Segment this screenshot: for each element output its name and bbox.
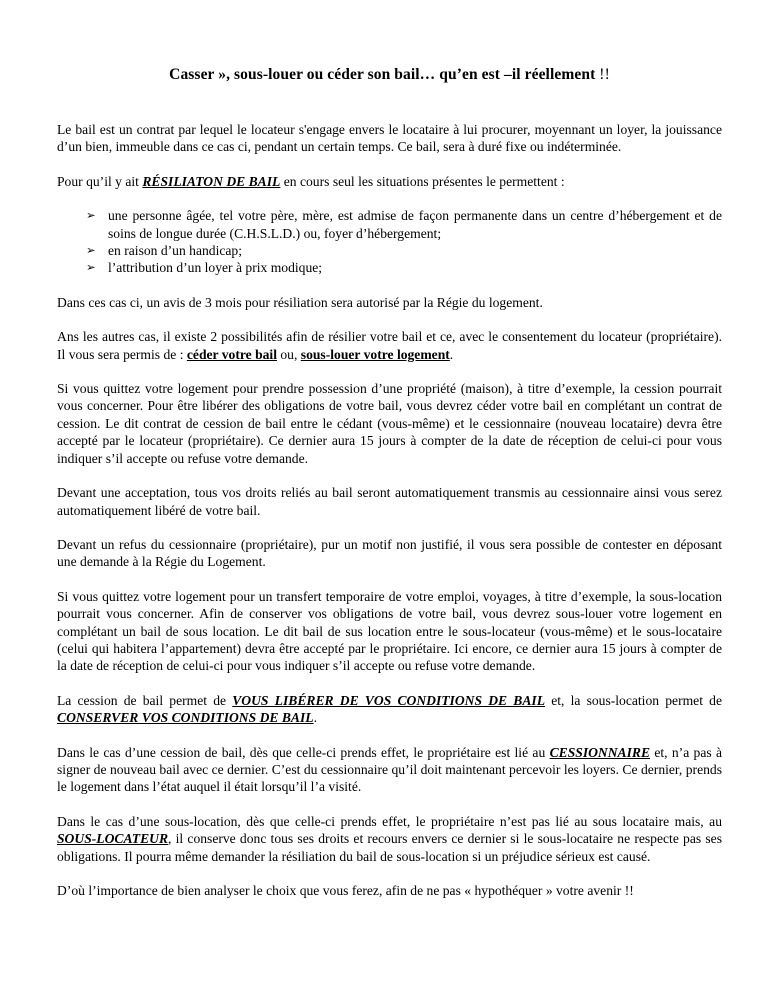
paragraph-sous-location-process: Si vous quittez votre logement pour un transfert temporaire de votre emploi, voyages, à titre d’exemple, la sous-location pourrait vous concerner. Afin de conserver vos obligations de votre bail, vous devrez sous-louer votre logement en complétant un bail de sous location. Le dit bail de sus location entre le sous-locateur (vous-même) et le sous-locataire (celui qui habitera l’appartement) devra être accepté par le propriétaire. Ici encore, ce dernier aura 15 jours à compter de la date de réception de celui-ci pour vous indiquer s’il accepte ou refuse votre demande. [57,588,722,674]
paragraph-cession-effet [57,744,722,796]
ceder-votre-bail-emphasis: céder votre bail [186,346,277,362]
arrow-bullet-icon: ➢ [86,210,96,223]
paragraph-sous-location-effet [57,813,722,865]
effets-comparaison-text: La cession de bail permet de [57,692,233,708]
title-text: Casser », sous-louer ou céder son bail… qu’en est –il réellement [169,66,596,83]
effets-comparaison-middle: et, la sous-location permet de [545,692,722,708]
cession-effet-text: Dans le cas d’une cession de bail, dès que celle-ci prends effet, le propriétaire est lié au [57,744,550,760]
deux-possibilites-period: . [449,346,454,362]
sous-locateur-emphasis: SOUS-LOCATEUR [57,831,169,847]
sous-louer-votre-logement-emphasis: sous-louer votre logement [300,346,450,362]
paragraph-effets-comparaison [57,692,722,727]
bullet-list [57,207,722,277]
bullet-text: en raison d’un handicap; [108,243,243,259]
paragraph-resiliation-intro [57,173,722,190]
paragraph-refus-cessionnaire: Devant un refus du cessionnaire (propriétaire), pur un motif non justifié, il vous sera possible de contester en déposant une demande à la Régie du Logement. [57,536,722,570]
cessionnaire-emphasis: CESSIONNAIRE [549,744,651,760]
deux-possibilites-ou: ou, [276,346,301,362]
effets-comparaison-period: . [313,710,318,726]
paragraph-cession-process: Si vous quittez votre logement pour prendre possession d’une propriété (maison), à titre d’exemple, la cession pourrait vous concerner. Pour être libérer des obligations de votre bail, vous devrez céder votre bail en complétant un contrat de cession. Le dit contrat de cession de bail entre le cédant (vous-même) et le cessionnaire (nouveau locataire) devra être accepté par le locateur (propriétaire). Ce dernier aura 15 jours à compter de la date de réception de celui-ci pour vous indiquer s’il accepte ou refuse votre demande. [57,381,722,466]
bullet-item [57,259,722,276]
bullet-item [57,242,722,259]
resiliation-intro-text: Pour qu’il y ait [57,173,143,189]
sous-location-effet-text: Dans le cas d’une sous-location, dès que celle-ci prends effet, le propriétaire n’est pas lié au sous locataire mais, au [57,813,722,829]
arrow-bullet-icon: ➢ [86,245,96,258]
arrow-bullet-icon: ➢ [86,262,96,275]
paragraph-bail-definition: Le bail est un contrat par lequel le locateur s'engage envers le locataire à lui procurer, moyennant un loyer, la jouissance d’un bien, immeuble dans ce cas ci, pendant un certain temps. Ce bail, sera à duré fixe ou indéterminée. [57,122,722,155]
bullet-text: une personne âgée, tel votre père, mère, est admise de façon permanente dans un centre d’hébergement et de soins de longue durée (C.H.S.L.D.) ou, foyer d’hébergement; [108,208,722,241]
paragraph-acceptation: Devant une acceptation, tous vos droits reliés au bail seront automatiquement transmis au cessionnaire ainsi vous serez automatiquement libéré de votre bail. [57,485,722,518]
title-suffix: !! [595,66,610,83]
paragraph-avis-trois-mois: Dans ces cas ci, un avis de 3 mois pour résiliation sera autorisé par la Régie du logement. [57,294,543,310]
resiliation-intro-tail: en cours seul les situations présentes le permettent : [280,173,565,189]
conserver-conditions-emphasis: CONSERVER VOS CONDITIONS DE BAIL [57,710,314,726]
sous-location-effet-tail: , il conserve donc tous ses droits et recours envers ce dernier si le sous-locataire ne respecte pas ses obligations. Il pourra même demander la résiliation du bail de sous-location si un préjudice sérieux est causé. [57,831,722,864]
cession-effet-tail: et, n’a pas à signer de nouveau bail avec ce dernier. C’est du cessionnaire qu’il doit maintenant percevoir les loyers. Ce dernier, prends le logement dans l’état auquel il était lorsqu’il l’a visité. [57,744,722,795]
resiliation-de-bail-emphasis: RÉSILIATON DE BAIL [142,173,281,189]
vous-liberer-emphasis: VOUS LIBÉRER DE VOS CONDITIONS DE BAIL [232,692,546,708]
document-title [57,66,722,84]
bullet-item [57,207,722,242]
paragraph-deux-possibilites [57,328,722,363]
deux-possibilites-text: Ans les autres cas, il existe 2 possibilités afin de résilier votre bail et ce, avec le consentement du locateur (propriétaire). Il vous sera permis de : [57,329,722,362]
paragraph-conclusion: D’où l’importance de bien analyser le choix que vous ferez, afin de ne pas « hypothéquer » votre avenir !! [57,883,634,898]
bullet-text: l’attribution d’un loyer à prix modique; [108,260,323,276]
